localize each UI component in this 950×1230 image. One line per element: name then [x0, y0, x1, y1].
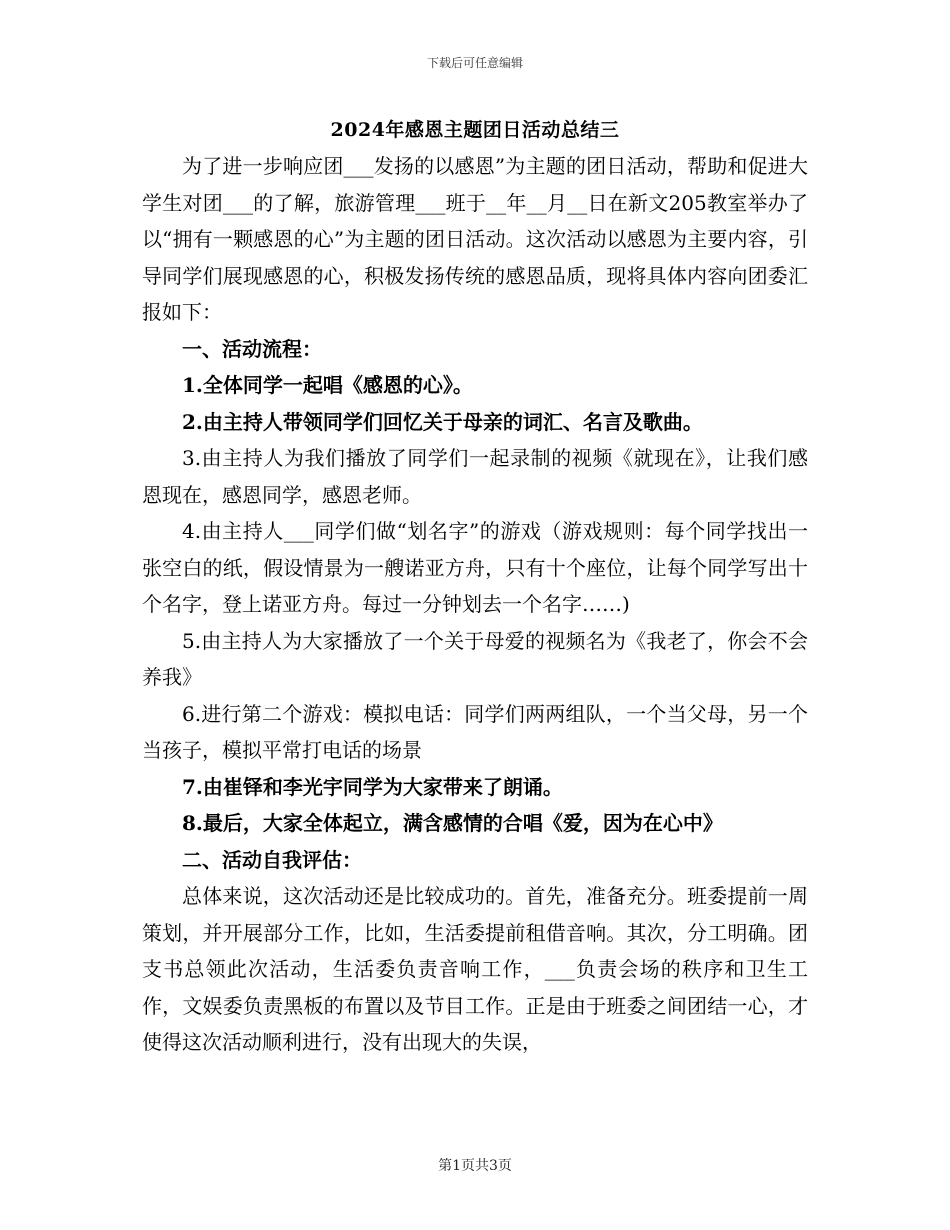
process-item-2: 2.由主持人带领同学们回忆关于母亲的词汇、名言及歌曲。 [182, 409, 703, 434]
download-note: 下载后可任意编辑 [426, 56, 523, 70]
process-item-7: 7.由崔铎和李光宇同学为大家带来了朗诵。 [182, 774, 563, 799]
section-heading-evaluation: 二、活动自我评估： [182, 847, 362, 872]
process-item-4: 4.由主持人___同学们做“划名字”的游戏（游戏规则：每个同学找出一张空白的纸，假设情景为一艘诺亚方舟，只有十个座位，让每个同学写出十个名字，登上诺亚方舟。每过一分钟划去一个名字……) [142, 519, 808, 616]
process-item-3: 3.由主持人为我们播放了同学们一起录制的视频《就现在》，让我们感恩现在，感恩同学，感恩老师。 [142, 446, 808, 507]
section-heading-process: 一、活动流程： [182, 336, 322, 361]
intro-paragraph: 为了进一步响应团___发扬的以感恩”为主题的团日活动，帮助和促进大学生对团___的了解，旅游管理___班于__年__月__日在新文205教室举办了以“拥有一颗感恩的心”为主题的团日活动。这次活动以感恩为主要内容，引导同学们展现感恩的心，积极发扬传统的感恩品质，现将具体内容向团委汇报如下： [142, 154, 808, 324]
process-item-1: 1.全体同学一起唱《感恩的心》。 [182, 373, 473, 397]
process-item-6: 6.进行第二个游戏：模拟电话：同学们两两组队，一个当父母，另一个当孩子，模拟平常打电话的场景 [142, 701, 808, 762]
document-title: 2024年感恩主题团日活动总结三 [330, 119, 620, 141]
document-body [142, 148, 808, 1061]
process-item-8: 8.最后，大家全体起立，满含感情的合唱《爱，因为在心中》 [182, 811, 723, 835]
page-number: 第1页共3页 [438, 1158, 512, 1174]
evaluation-paragraph: 总体来说，这次活动还是比较成功的。首先，准备充分。班委提前一周策划，并开展部分工作，比如，生活委提前租借音响。其次，分工明确。团支书总领此次活动，生活委负责音响工作，___负责会场的秩序和卫生工作，文娱委负责黑板的布置以及节目工作。正是由于班委之间团结一心，才使得这次活动顺利进行，没有出现大的失误， [142, 884, 808, 1054]
process-item-5: 5.由主持人为大家播放了一个关于母爱的视频名为《我老了，你会不会养我》 [142, 628, 808, 689]
